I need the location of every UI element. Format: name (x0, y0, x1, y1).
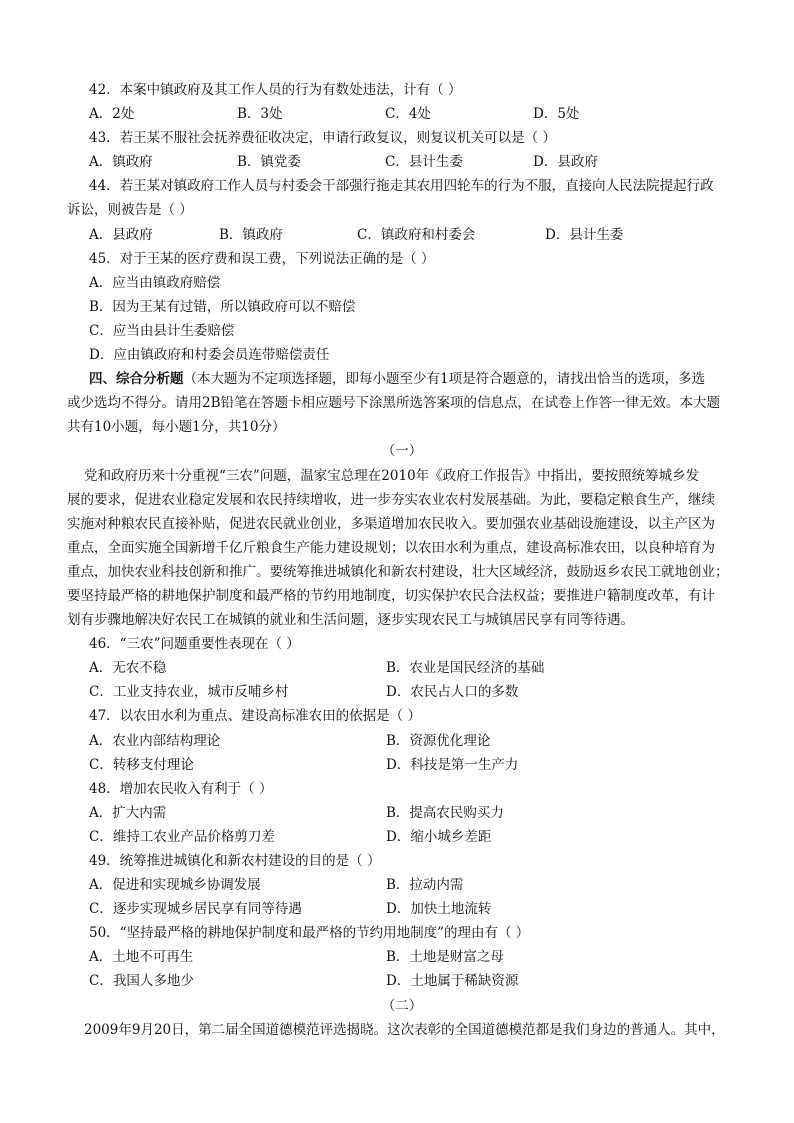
question-47-option-a: A．农业内部结构理论 (89, 732, 221, 749)
question-48-option-c: C．维持工农业产品价格剪刀差 (89, 828, 275, 845)
question-50-options-row1 (89, 945, 737, 969)
question-47-options-row1 (89, 729, 737, 753)
question-47-option-c: C．转移支付理论 (89, 756, 194, 773)
question-49-options-row1 (89, 873, 737, 897)
question-46-option-a: A．无农不稳 (89, 660, 167, 677)
question-43-option-b: B．镇党委 (237, 154, 301, 171)
question-48-option-a: A．扩大内需 (89, 804, 167, 821)
part-1-paragraph-line: 划有步骤地解决好农民工在城镇的就业和生活问题，逐步实现农民工与城镇居民享有同等待遇。 (67, 612, 634, 629)
question-47-option-d: D．科技是第一生产力 (386, 756, 519, 773)
part-1-paragraph-line: 要坚持最严格的耕地保护制度和最严格的节约用地制度，切实保护农民合法权益；要推进户籍制度改革，有计 (67, 587, 715, 604)
section-4-heading (89, 367, 737, 391)
question-50-options-row2 (89, 969, 737, 993)
question-50-option-b: B．土地是财富之母 (386, 949, 504, 966)
part-1-paragraph-line: 实施对种粮农民直接补贴，促进农民就业创业，多渠道增加农民收入。要加强农业基础设施建设，以主产区为 (67, 515, 715, 532)
question-47-option-b: B．资源优化理论 (386, 732, 491, 749)
question-44-option-b: B．镇政府 (219, 226, 283, 243)
question-46-stem: 46．“三农”问题重要性表现在（ ） (89, 636, 300, 653)
question-50-option-a: A．土地不可再生 (89, 949, 194, 966)
question-50-option-d: D．土地属于稀缺资源 (386, 973, 519, 990)
question-45-option-b: B．因为王某有过错，所以镇政府可以不赔偿 (89, 298, 356, 315)
question-44-option-a: A．县政府 (89, 226, 153, 243)
question-42-option-d: D．5处 (533, 106, 580, 123)
part-1-paragraph-line: 党和政府历来十分重视“三农”问题，温家宝总理在2010年《政府工作报告》中指出，要按照统筹城乡发 (84, 467, 700, 484)
question-44-options (89, 223, 737, 247)
question-44-stem-line1: 44．若王某对镇政府工作人员与村委会干部强行拖走其农用四轮车的行为不服，直接向人民法院提起行政 (89, 178, 714, 195)
question-43-option-d: D．县政府 (533, 154, 598, 171)
question-49-option-d: D．加快土地流转 (386, 901, 492, 918)
part-1-label: （一） (381, 443, 423, 460)
question-42-option-b: B．3处 (237, 106, 283, 123)
question-48-stem: 48．增加农民收入有利于（ ） (89, 780, 273, 797)
question-47-options-row2 (89, 753, 737, 777)
question-46-option-d: D．农民占人口的多数 (386, 684, 519, 701)
part-2-label: （二） (381, 997, 423, 1014)
question-48-options-row1 (89, 801, 737, 825)
question-45-option-d: D．应由镇政府和村委会员连带赔偿责任 (89, 347, 330, 364)
part-1-paragraph-line: 重点，全面实施全国新增千亿斤粮食生产能力建设规划；以农田水利为重点，建设高标准农田，以良种培育为 (67, 539, 715, 556)
question-44-option-d: D．县计生委 (545, 226, 624, 243)
question-49-option-b: B．拉动内需 (386, 877, 464, 894)
question-50-stem: 50．“坚持最严格的耕地保护制度和最严格的节约用地制度”的理由有（ ） (89, 925, 530, 942)
section-4-title: 四、综合分析题 (89, 371, 184, 388)
part-1-paragraph-line: 重点，加快农业科技创新和推广。要统筹推进城镇化和新农村建设，壮大区域经济，鼓励返乡农民工就地创业； (67, 563, 729, 580)
question-44-stem-line2: 诉讼，则被告是（ ） (67, 202, 193, 219)
part-2-paragraph-line: 2009年9月20日，第二届全国道德模范评选揭晓。这次表彰的全国道德模范都是我们身边的普通人。其中， (84, 1021, 725, 1038)
question-46-option-b: B．农业是国民经济的基础 (386, 660, 545, 677)
question-45-option-c: C．应当由县计生委赔偿 (89, 322, 235, 339)
question-44-option-c: C．镇政府和村委会 (357, 226, 476, 243)
question-45-stem: 45．对于王某的医疗费和误工费，下列说法正确的是（ ） (89, 250, 435, 267)
question-42-option-a: A．2处 (89, 106, 135, 123)
question-43-stem: 43．若王某不服社会抚养费征收决定，申请行政复议，则复议机关可以是（ ） (89, 130, 556, 147)
question-43-option-c: C．县计生委 (385, 154, 463, 171)
section-4-desc-line1: （本大题为不定项选择题，即每小题至少有1项是符合题意的，请找出恰当的选项，多选 (183, 371, 706, 388)
question-42-option-c: C．4处 (385, 106, 431, 123)
question-48-option-d: D．缩小城乡差距 (386, 828, 492, 845)
question-49-option-a: A．促进和实现城乡协调发展 (89, 877, 261, 894)
exam-page (67, 78, 737, 1042)
part-1-paragraph-line: 展的要求，促进农业稳定发展和农民持续增收，进一步夯实农业农村发展基础。为此，要稳定粮食生产，继续 (67, 491, 715, 508)
question-50-option-c: C．我国人多地少 (89, 973, 194, 990)
question-49-option-c: C．逐步实现城乡居民享有同等待遇 (89, 901, 302, 918)
question-42-stem: 42．本案中镇政府及其工作人员的行为有数处违法，计有（ ） (89, 82, 462, 98)
question-49-stem: 49．统筹推进城镇化和新农村建设的目的是（ ） (89, 853, 381, 869)
question-43-option-a: A．镇政府 (89, 154, 153, 171)
question-49-options-row2 (89, 897, 737, 921)
question-45-option-a: A．应当由镇政府赔偿 (89, 274, 221, 291)
question-42-options (89, 102, 737, 126)
question-43-options (89, 150, 737, 174)
question-46-option-c: C．工业支持农业，城市反哺乡村 (89, 684, 289, 701)
question-48-options-row2 (89, 825, 737, 849)
question-46-options-row2 (89, 680, 737, 704)
section-4-desc-line2: 或少选均不得分。请用2B铅笔在答题卡相应题号下涂黑所选答案项的信息点，在试卷上作答一律无效。本大题 (67, 395, 721, 412)
section-4-desc-line3: 共有10小题，每小题1分，共10分） (67, 419, 286, 436)
question-48-option-b: B．提高农民购买力 (386, 804, 504, 821)
question-46-options-row1 (89, 656, 737, 680)
question-47-stem: 47．以农田水利为重点、建设高标准农田的依据是（ ） (89, 708, 421, 725)
